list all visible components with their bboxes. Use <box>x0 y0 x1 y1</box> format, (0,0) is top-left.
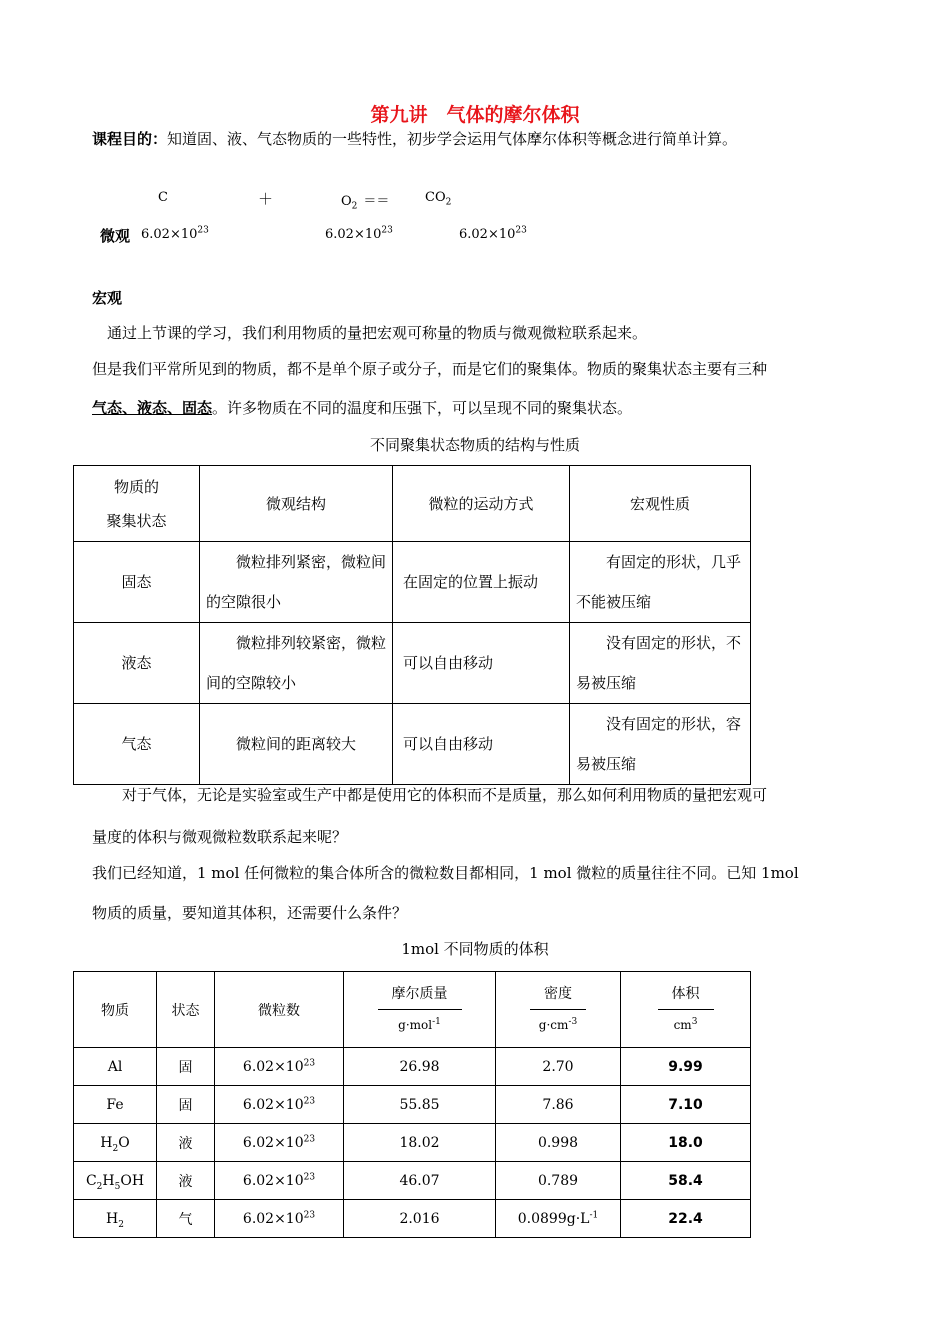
table-row <box>74 1162 751 1200</box>
cell-particles: $6.02\times 10^{23}$ <box>215 1048 344 1086</box>
header-micro-structure: 微观结构 <box>200 466 393 542</box>
cell-molar-mass: 46.07 <box>344 1162 496 1200</box>
cell-state: 气 <box>157 1200 215 1238</box>
volume-table <box>73 971 751 1238</box>
cell-state: 固态 <box>74 542 200 623</box>
table-row <box>74 466 751 542</box>
table-row <box>74 1048 751 1086</box>
header-substance: 物质 <box>74 972 157 1048</box>
cell-motion: 可以自由移动 <box>393 623 570 704</box>
header-particles: 微粒数 <box>215 972 344 1048</box>
cell-volume: 9.99 <box>621 1048 751 1086</box>
paragraph-2: 但是我们平常所见到的物质，都不是单个原子或分子，而是它们的聚集体。物质的聚集状态主要有三种 <box>92 360 768 378</box>
eq-oxygen: $O_2$ ＝＝ <box>341 194 390 212</box>
table-row <box>74 704 751 785</box>
cell-density: 0.789 <box>496 1162 621 1200</box>
table-row <box>74 972 751 1048</box>
states-table <box>73 465 751 785</box>
cell-structure: 微粒排列较紧密，微粒间的空隙较小 <box>200 623 393 704</box>
header-state: 状态 <box>157 972 215 1048</box>
cell-molar-mass: 2.016 <box>344 1200 496 1238</box>
table-row <box>74 542 751 623</box>
cell-property: 有固定的形状，几乎不能被压缩 <box>570 542 751 623</box>
table2-caption: 1mol 不同物质的体积 <box>401 940 549 958</box>
eq-carbon: C <box>158 190 168 205</box>
cell-substance: Fe <box>74 1086 157 1124</box>
cell-volume: 7.10 <box>621 1086 751 1124</box>
paragraph-4: 对于气体，无论是实验室或生产中都是使用它的体积而不是质量，那么如何利用物质的量把宏观可 <box>122 786 768 804</box>
table-row <box>74 623 751 704</box>
micro-value-o2: $6.02\times 10^{23}$ <box>325 225 393 242</box>
cell-density: $0.0899g\cdot L^{-1}$ <box>496 1200 621 1238</box>
cell-particles: $6.02\times 10^{23}$ <box>215 1124 344 1162</box>
cell-particles: $6.02\times 10^{23}$ <box>215 1162 344 1200</box>
micro-value-c: $6.02\times 10^{23}$ <box>141 225 209 242</box>
cell-substance: $H_2$ <box>74 1200 157 1238</box>
table1-caption: 不同聚集状态物质的结构与性质 <box>369 436 580 454</box>
macro-label: 宏观 <box>92 289 123 307</box>
paragraph-5: 量度的体积与微观微粒数联系起来呢？ <box>92 828 348 846</box>
header-molar-mass: 摩尔质量 g·mol$^{-1}$ <box>344 972 496 1048</box>
cell-structure: 微粒排列紧密，微粒间的空隙很小 <box>200 542 393 623</box>
micro-label: 微观 <box>100 227 131 245</box>
cell-state: 气态 <box>74 704 200 785</box>
cell-density: 0.998 <box>496 1124 621 1162</box>
cell-motion: 在固定的位置上振动 <box>393 542 570 623</box>
micro-value-co2: $6.02\times 10^{23}$ <box>459 225 527 242</box>
cell-state: 固 <box>157 1086 215 1124</box>
cell-density: 7.86 <box>496 1086 621 1124</box>
cell-state: 液态 <box>74 623 200 704</box>
cell-property: 没有固定的形状，容易被压缩 <box>570 704 751 785</box>
cell-volume: 22.4 <box>621 1200 751 1238</box>
eq-co2: $CO_2$ <box>425 190 452 208</box>
cell-molar-mass: 26.98 <box>344 1048 496 1086</box>
paragraph-7: 物质的质量，要知道其体积，还需要什么条件？ <box>92 904 408 922</box>
cell-substance: $H_2O$ <box>74 1124 157 1162</box>
header-volume: 体积 $cm^3$ <box>621 972 751 1048</box>
header-motion: 微粒的运动方式 <box>393 466 570 542</box>
objective-label: 课程目的： <box>92 130 168 148</box>
header-macro-property: 宏观性质 <box>570 466 751 542</box>
cell-property: 没有固定的形状，不易被压缩 <box>570 623 751 704</box>
cell-substance: $C_2H_5OH$ <box>74 1162 157 1200</box>
cell-motion: 可以自由移动 <box>393 704 570 785</box>
objective-text: 知道固、液、气态物质的一些特性，初步学会运用气体摩尔体积等概念进行简单计算。 <box>167 130 738 148</box>
course-objective <box>92 128 737 149</box>
states-bold: 气态、液态、固态 <box>92 399 213 417</box>
header-density: 密度 $g\cdot cm^{-3}$ <box>496 972 621 1048</box>
cell-density: 2.70 <box>496 1048 621 1086</box>
cell-state: 液 <box>157 1124 215 1162</box>
paragraph-6: 我们已经知道，1 mol 任何微粒的集合体所含的微粒数目都相同，1 mol 微粒的质量往往不同。已知 1mol <box>92 864 799 882</box>
page-title: 第九讲 气体的摩尔体积 <box>370 104 580 126</box>
cell-volume: 58.4 <box>621 1162 751 1200</box>
header-state: 物质的 聚集状态 <box>74 466 200 542</box>
paragraph-3: 气态、液态、固态。许多物质在不同的温度和压强下，可以呈现不同的聚集状态。 <box>92 399 633 417</box>
cell-volume: 18.0 <box>621 1124 751 1162</box>
cell-molar-mass: 55.85 <box>344 1086 496 1124</box>
cell-state: 液 <box>157 1162 215 1200</box>
cell-substance: Al <box>74 1048 157 1086</box>
cell-particles: $6.02\times 10^{23}$ <box>215 1200 344 1238</box>
table-row <box>74 1086 751 1124</box>
cell-particles: $6.02\times 10^{23}$ <box>215 1086 344 1124</box>
paragraph-1: 通过上节课的学习，我们利用物质的量把宏观可称量的物质与微观微粒联系起来。 <box>107 324 648 342</box>
cell-state: 固 <box>157 1048 215 1086</box>
table-row <box>74 1124 751 1162</box>
cell-structure: 微粒间的距离较大 <box>200 704 393 785</box>
cell-molar-mass: 18.02 <box>344 1124 496 1162</box>
eq-plus: ＋ <box>258 190 274 208</box>
table-row <box>74 1200 751 1238</box>
